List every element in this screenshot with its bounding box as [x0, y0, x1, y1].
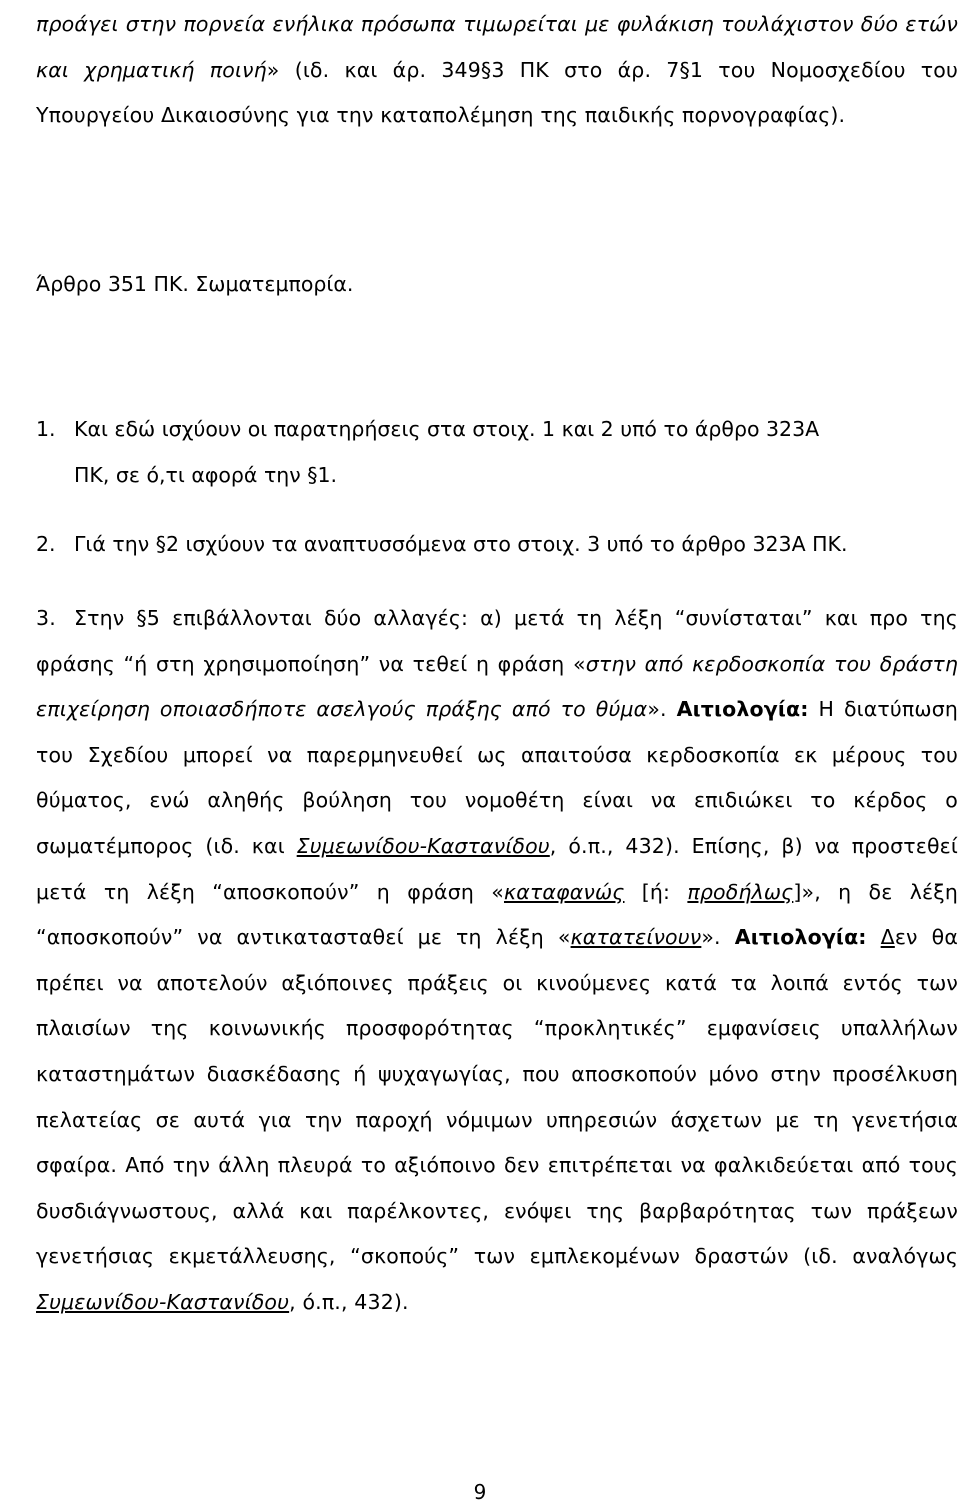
article-heading: Άρθρο 351 ΠΚ. Σωματεμπορία.	[36, 272, 354, 296]
item3-italic-word: προδήλως	[687, 879, 794, 904]
rationale-label: Αιτιολογία:	[734, 925, 867, 950]
citation-author: Συμεωνίδου-Καστανίδου	[296, 833, 550, 858]
item-text-line1: Γιά την §2 ισχύουν τα αναπτυσσόμενα στο στοιχ. 3 υπό το άρθρο 323Α ΠΚ.	[74, 532, 848, 556]
item3-text: ]», η δε λέξη “αποσκοπούν” να αντικατασταθεί με τη λέξη «	[36, 879, 958, 950]
citation-author: Συμεωνίδου-Καστανίδου	[36, 1289, 290, 1314]
intro-text: » (ιδ. και άρ. 349§3 ΠΚ στο άρ. 7§1 του Νομοσχεδίου του Υπουργείου Δικαιοσύνης για την καταπολέμηση της παιδικής πορνογραφίας).	[36, 57, 958, 128]
item3-text: [ή:	[624, 879, 688, 904]
rationale-label: Αιτιολογία:	[676, 697, 809, 722]
intro-paragraph	[36, 2, 958, 139]
item3-italic-word: καταφανώς	[503, 879, 625, 904]
item-text-line2: ΠΚ, σε ό,τι αφορά την §1.	[74, 462, 338, 487]
item-number: 1.	[36, 417, 56, 441]
intro-italic-text: προάγει στην πορνεία ενήλικα πρόσωπα τιμωρείται με φυλάκιση τουλάχιστον δύο ετών και χρηματική ποινή	[36, 12, 958, 82]
item3-underlined-letter: Δ	[880, 925, 895, 950]
item3-text: Στην §5 επιβάλλονται δύο αλλαγές: α) μετά τη λέξη “συνίσταται” και προ της φράσης “ή στη χρησιμοποίηση” να τεθεί η φράση «	[36, 606, 958, 676]
item-number: 3.	[36, 606, 56, 630]
item-number: 2.	[36, 532, 56, 556]
list-item-1	[36, 407, 958, 498]
item3-italic-word: κατατείνουν	[570, 925, 702, 950]
item3-text: , ό.π., 432). Επίσης, β) να προστεθεί μετά τη λέξη “αποσκοπούν” η φράση «	[36, 833, 958, 904]
item3-text	[867, 925, 881, 949]
item3-text: ».	[701, 925, 735, 950]
item3-italic-phrase: στην από κερδοσκοπία του δράστη επιχείρηση οποιασδήποτε ασελγούς πράξης από το θύμα	[36, 651, 959, 722]
item3-text: Η διατύπωση του Σχεδίου μπορεί να παρερμηνευθεί ως απαιτούσα κερδοσκοπία εκ μέρους του θύματος, ενώ αληθής βούληση του νομοθέτη είναι να επιδιώκει το κέρδος ο σωματέμπορος (ιδ. και	[36, 697, 958, 858]
item-text-line1: Και εδώ ισχύουν οι παρατηρήσεις στα στοιχ. 1 και 2 υπό το άρθρο 323Α	[74, 417, 820, 441]
item3-text: εν θα πρέπει να αποτελούν αξιόποινες πράξεις οι κινούμενες κατά τα λοιπά εντός των πλαισίων της κοινωνικής προσφορότητας “προκλητικές” εμφανίσεις υπαλλήλων καταστημάτων διασκέδασης ή ψυχαγωγίας, που αποσκοπούν μόνο στην προσέλκυση πελατείας σε αυτά για την παροχή νόμιμων υπηρεσιών άσχετων με τη γενετήσια σφαίρα. Από την άλλη πλευρά το αξιόποινο δεν επιτρέπεται να φαλκιδεύεται από τους δυσδιάγνωστους, αλλά και παρέλκοντες, ενόψει της βαρβαρότητας των πράξεων γενετήσιας εκμετάλλευσης, “σκοπούς” των εμπλεκομένων δραστών (ιδ. αναλόγως	[36, 925, 958, 1269]
item3-text: , ό.π., 432).	[289, 1289, 409, 1314]
item3-text: ».	[647, 697, 677, 722]
list-item-2	[36, 522, 958, 568]
list-item-3	[36, 596, 958, 1326]
page-number: 9	[473, 1480, 487, 1504]
